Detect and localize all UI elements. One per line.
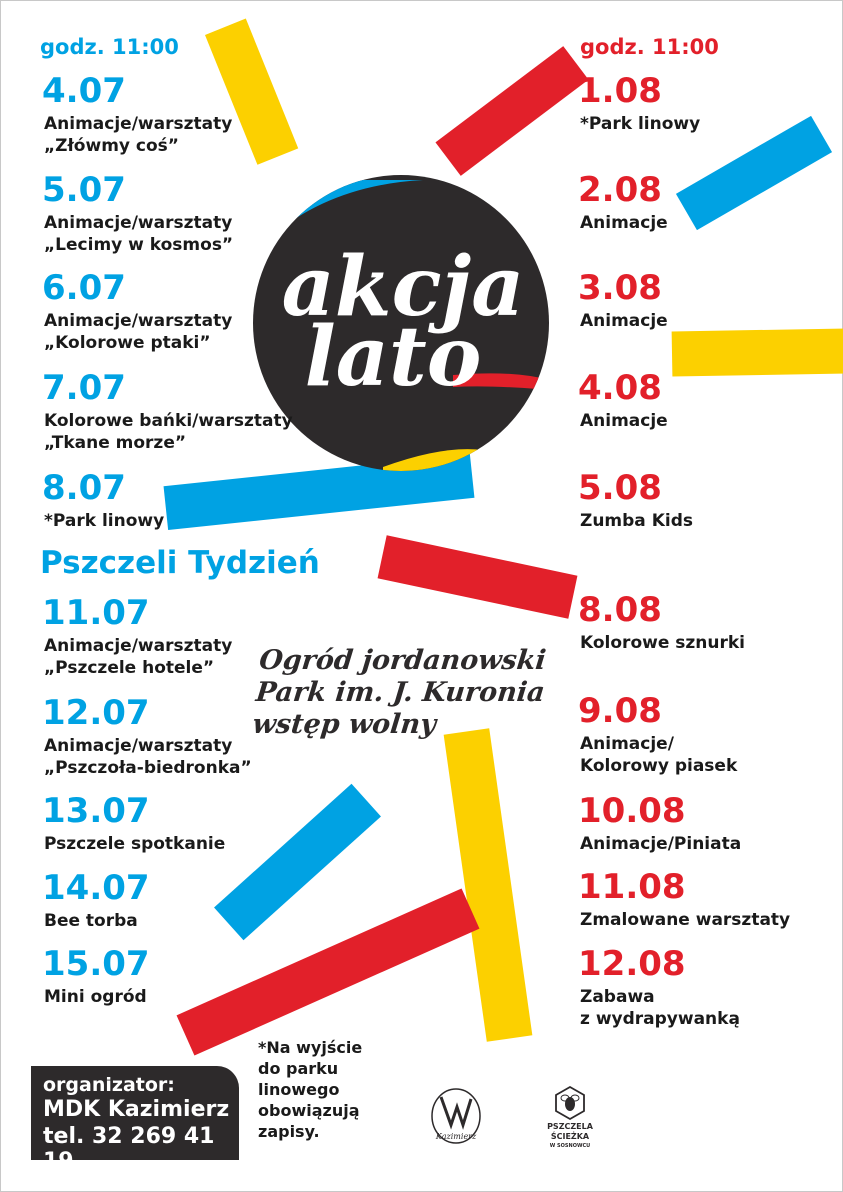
event-description: Animacje/warsztaty — [44, 114, 233, 134]
venue-info — [251, 645, 571, 741]
event-description: Animacje/warsztaty — [44, 736, 233, 756]
event-description: Zabawa — [580, 987, 655, 1007]
event-date: 4.08 — [578, 368, 662, 408]
note-line: linowego — [258, 1080, 340, 1099]
venue-line: wstęp wolny — [251, 709, 438, 740]
event-description: *Park linowy — [580, 114, 701, 134]
akcja-lato-logo — [253, 175, 549, 471]
event-description: Kolorowy piasek — [580, 756, 738, 776]
park-note — [258, 1037, 362, 1142]
logo-word-akcja: akcja — [281, 239, 525, 335]
event-date: 10.08 — [578, 791, 686, 831]
event-description: Animacje/ — [580, 734, 674, 754]
event-date: 12.07 — [42, 693, 150, 733]
event-description: Animacje — [580, 213, 668, 233]
logo-word-lato: lato — [304, 309, 482, 405]
event-description: Zumba Kids — [580, 511, 693, 531]
event-date: 5.08 — [578, 468, 662, 508]
event-date: 11.08 — [578, 867, 686, 907]
logo-accents — [253, 175, 549, 471]
event-description: Zmalowane warsztaty — [580, 910, 791, 930]
mdk-logo-icon — [427, 1085, 485, 1147]
bee-hex-icon — [540, 1085, 600, 1121]
event-description: Pszczele spotkanie — [44, 834, 226, 854]
event-description: Mini ogród — [44, 987, 147, 1007]
bee-logo-line: PSZCZELA — [547, 1122, 593, 1131]
organizer-name: MDK Kazimierz — [43, 1097, 230, 1122]
event-description: Animacje/warsztaty — [44, 311, 233, 331]
venue-line: Park im. J. Kuronia — [254, 677, 547, 708]
left-time: godz. 11:00 — [40, 35, 179, 59]
event-date: 13.07 — [42, 791, 150, 831]
event-date: 9.08 — [578, 691, 662, 731]
note-line: zapisy. — [258, 1122, 320, 1141]
event-description: „Lecimy w kosmos” — [44, 235, 234, 255]
note-line: do parku — [258, 1059, 339, 1078]
organizer-label: organizator: — [43, 1074, 175, 1096]
deco-bar-yellow-right — [672, 328, 843, 376]
event-date: 2.08 — [578, 170, 662, 210]
bee-logo-line: ŚCIEŻKA — [550, 1132, 590, 1141]
event-date: 6.07 — [42, 268, 126, 308]
event-description: Animacje/warsztaty — [44, 636, 233, 656]
event-description: „Złówmy coś” — [44, 136, 179, 156]
event-description: Animacje/Piniata — [580, 834, 742, 854]
event-date: 8.08 — [578, 590, 662, 630]
event-description: Kolorowe bańki/warsztaty — [44, 411, 293, 431]
event-date: 11.07 — [42, 593, 150, 633]
note-line: *Na wyjście — [258, 1038, 363, 1057]
event-description: Kolorowe sznurki — [580, 633, 746, 653]
event-date: 4.07 — [42, 71, 126, 111]
event-date: 3.08 — [578, 268, 662, 308]
event-description: „Pszczele hotele” — [44, 658, 215, 678]
event-description: Animacje/warsztaty — [44, 213, 233, 233]
event-description: „Tkane morze” — [44, 433, 187, 453]
event-description: Bee torba — [44, 911, 138, 931]
event-date: 12.08 — [578, 944, 686, 984]
right-time: godz. 11:00 — [580, 35, 719, 59]
organizer-box — [31, 1066, 239, 1174]
event-description: z wydrapywanką — [580, 1009, 740, 1029]
week-title: Pszczeli Tydzień — [40, 545, 320, 581]
event-date: 7.07 — [42, 368, 126, 408]
event-date: 15.07 — [42, 944, 150, 984]
event-description: Animacje — [580, 411, 668, 431]
event-description: „Kolorowe ptaki” — [44, 333, 211, 353]
event-description: „Pszczoła-biedronka” — [44, 758, 252, 778]
organizer-phone: tel. 32 269 41 19 — [43, 1124, 215, 1174]
pszczela-sciezka-logo — [540, 1085, 600, 1155]
event-date: 5.07 — [42, 170, 126, 210]
event-description: *Park linowy — [44, 511, 165, 531]
event-date: 8.07 — [42, 468, 126, 508]
event-date: 14.07 — [42, 868, 150, 908]
venue-line: Ogród jordanowski — [257, 645, 548, 676]
event-description: Animacje — [580, 311, 668, 331]
note-line: obowiązują — [258, 1101, 360, 1120]
bee-logo-line: W SOSNOWCU — [549, 1143, 591, 1149]
mdk-logo-text: Kazimierz — [435, 1132, 477, 1141]
event-date: 1.08 — [578, 71, 662, 111]
